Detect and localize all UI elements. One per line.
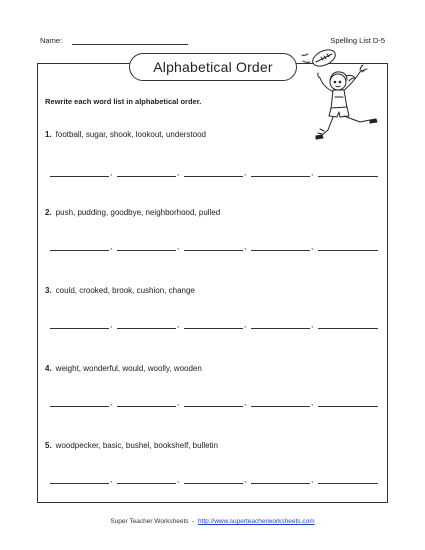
answer-blank[interactable]	[184, 166, 243, 177]
comma: ,	[110, 168, 113, 177]
answer-blank[interactable]	[318, 240, 378, 251]
question-number: 5.	[45, 441, 52, 450]
answer-blanks-3	[50, 318, 380, 330]
comma: ,	[177, 168, 180, 177]
answer-blank[interactable]	[318, 166, 378, 177]
answer-blank[interactable]	[184, 473, 243, 484]
girl-catching-football-illustration	[300, 40, 384, 140]
comma: ,	[244, 398, 247, 407]
comma: ,	[311, 242, 314, 251]
answer-blank[interactable]	[318, 473, 378, 484]
answer-blank[interactable]	[117, 318, 176, 329]
comma: ,	[110, 475, 113, 484]
answer-blank[interactable]	[50, 240, 109, 251]
page-title	[129, 53, 297, 81]
answer-blank[interactable]	[184, 318, 243, 329]
answer-blank[interactable]	[117, 240, 176, 251]
comma: ,	[244, 168, 247, 177]
question-number: 2.	[45, 208, 52, 217]
footer-link[interactable]: http://www.superteacherworksheets.com	[197, 518, 315, 525]
footer-publisher: Super Teacher Worksheets	[110, 518, 189, 525]
question-number: 4.	[45, 364, 52, 373]
comma: ,	[311, 320, 314, 329]
comma: ,	[311, 475, 314, 484]
comma: ,	[244, 242, 247, 251]
footer-separator: -	[192, 518, 195, 525]
answer-blank[interactable]	[251, 396, 310, 407]
answer-blank[interactable]	[50, 166, 109, 177]
comma: ,	[177, 398, 180, 407]
name-line	[72, 44, 188, 45]
name-label: Name:	[40, 36, 63, 45]
question-words: could, crooked, brook, cushion, change	[55, 286, 195, 295]
answer-blank[interactable]	[117, 166, 176, 177]
comma: ,	[110, 242, 113, 251]
question-1	[45, 130, 206, 139]
comma: ,	[244, 320, 247, 329]
question-2	[45, 208, 220, 217]
comma: ,	[177, 320, 180, 329]
answer-blank[interactable]	[50, 396, 109, 407]
question-number: 1.	[45, 130, 52, 139]
answer-blank[interactable]	[251, 240, 310, 251]
answer-blank[interactable]	[251, 166, 310, 177]
footer	[0, 518, 425, 525]
answer-blanks-4	[50, 396, 380, 408]
question-words: football, sugar, shook, lookout, understood	[55, 130, 206, 139]
question-words: woodpecker, basic, bushel, bookshelf, bulletin	[55, 441, 218, 450]
answer-blank[interactable]	[251, 473, 310, 484]
spelling-list-id: Spelling List D-5	[330, 36, 385, 45]
answer-blank[interactable]	[318, 318, 378, 329]
answer-blanks-5	[50, 473, 380, 485]
answer-blank[interactable]	[184, 396, 243, 407]
comma: ,	[110, 398, 113, 407]
answer-blank[interactable]	[50, 318, 109, 329]
comma: ,	[110, 320, 113, 329]
question-words: weight, wonderful, would, woolly, wooden	[55, 364, 202, 373]
page-title-text: Alphabetical Order	[153, 59, 273, 75]
answer-blank[interactable]	[184, 240, 243, 251]
answer-blank[interactable]	[318, 396, 378, 407]
comma: ,	[177, 475, 180, 484]
answer-blank[interactable]	[251, 318, 310, 329]
question-words: push, pudding, goodbye, neighborhood, pulled	[55, 208, 221, 217]
question-4	[45, 364, 202, 373]
question-3	[45, 286, 195, 295]
question-5	[45, 441, 218, 450]
comma: ,	[311, 398, 314, 407]
answer-blanks-2	[50, 240, 380, 252]
question-number: 3.	[45, 286, 52, 295]
answer-blank[interactable]	[117, 396, 176, 407]
instructions: Rewrite each word list in alphabetical order.	[45, 97, 202, 106]
comma: ,	[311, 168, 314, 177]
answer-blank[interactable]	[50, 473, 109, 484]
comma: ,	[177, 242, 180, 251]
answer-blanks-1	[50, 166, 380, 178]
answer-blank[interactable]	[117, 473, 176, 484]
comma: ,	[244, 475, 247, 484]
